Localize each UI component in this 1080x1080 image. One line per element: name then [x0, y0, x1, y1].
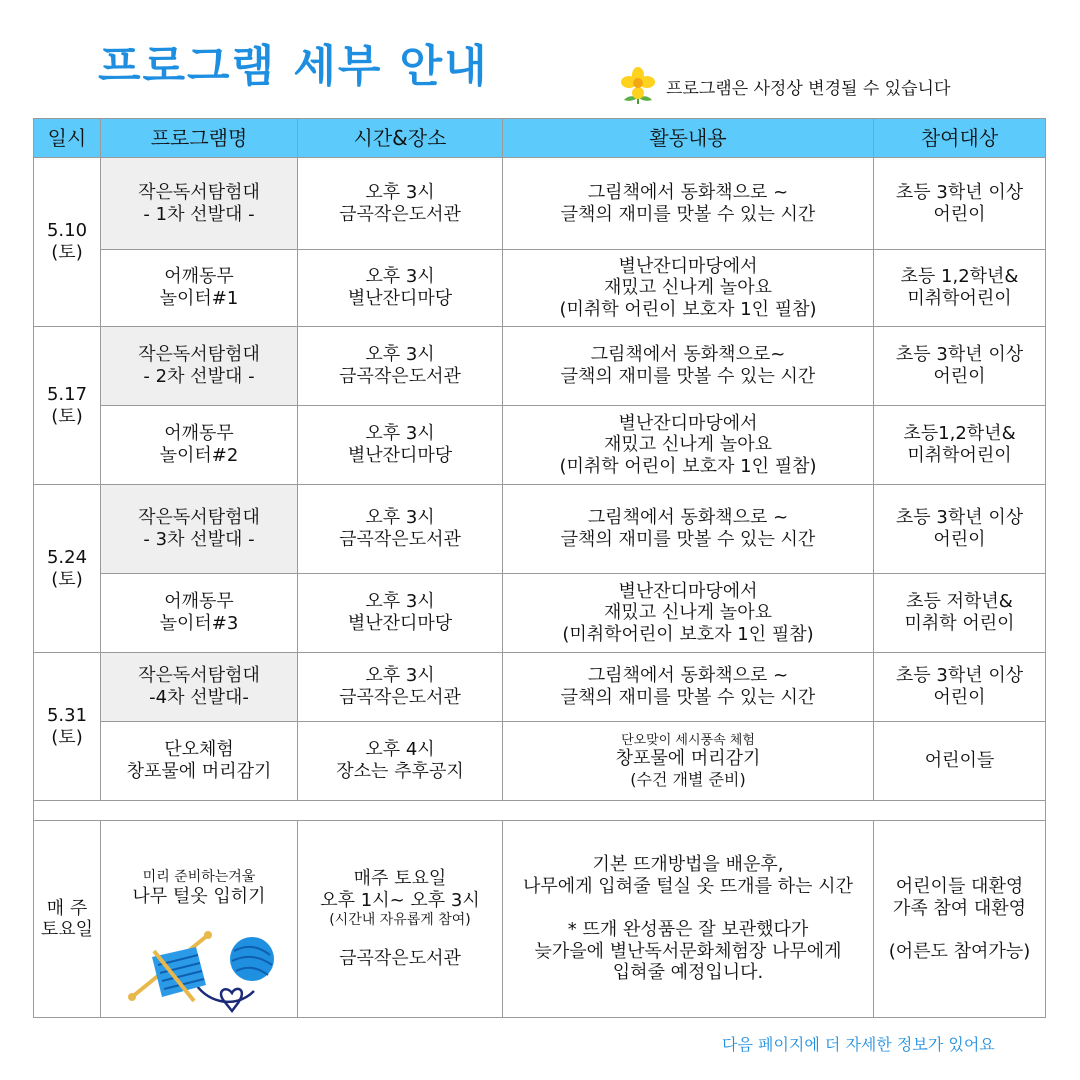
- rows.5.target-line: 미취학 어린이: [904, 613, 1015, 634]
- rows.6.name-line: -4차 선발대-: [149, 687, 249, 708]
- rows.7.target-line: 어린이들: [924, 750, 995, 772]
- activity-cell: [503, 722, 874, 801]
- rows.5.name-line: 어깨동무: [164, 591, 234, 613]
- table-row: [34, 485, 1046, 574]
- rows.2.target-line: 어린이: [933, 366, 986, 387]
- rows.7.time-line: 장소는 추후공지: [336, 761, 464, 782]
- knitting-yarn-icon: [124, 921, 274, 1017]
- date-cell: [34, 158, 101, 327]
- weekly.time-line: 매주 토요일: [353, 868, 447, 890]
- weekly-row: [34, 821, 1046, 1018]
- rows.1.activity-line: 별난잔디마당에서: [618, 255, 758, 277]
- footer-note: 다음 페이지에 더 자세한 정보가 있어요: [722, 1035, 995, 1054]
- rows.4.target-line: 초등 3학년 이상: [895, 507, 1024, 529]
- rows.6.time-line: 오후 3시: [365, 665, 435, 687]
- program-name-cell: [101, 406, 298, 485]
- rows.5.time-line: 별난잔디마당: [347, 613, 453, 634]
- activity-cell: [503, 327, 874, 406]
- activity-cell: [503, 158, 874, 250]
- rows.2.activity-line: 글책의 재미를 맛볼 수 있는 시간: [560, 366, 816, 387]
- rows.0.activity-line: 그림책에서 동화책으로 ~: [587, 181, 789, 203]
- rows.0.activity-line: 글책의 재미를 맛볼 수 있는 시간: [560, 203, 816, 225]
- table-row: [34, 327, 1046, 406]
- weekly-activity-line: 늦가을에 별난독서문화체험장 나무에게: [534, 940, 842, 962]
- weekly-program-cell: [101, 821, 298, 1018]
- rows.1.name-line: 놀이터#1: [159, 288, 239, 309]
- date-dow: (토): [51, 405, 83, 427]
- rows.0.target-line: 어린이: [933, 203, 986, 225]
- program-name-cell: [101, 250, 298, 327]
- time-place-cell: [298, 574, 503, 653]
- rows.5.activity-line: (미취학어린이 보호자 1인 필참): [562, 623, 814, 645]
- rows.3.time-line: 별난잔디마당: [347, 445, 453, 466]
- header-activity: 활동내용: [503, 119, 874, 158]
- rows.1.target-line: 미취학어린이: [907, 288, 1012, 309]
- activity-cell: [503, 574, 874, 653]
- weekly-date-cell: [34, 821, 101, 1018]
- weekly.date-line: 매 주: [46, 897, 88, 919]
- target-cell: [874, 722, 1046, 801]
- activity-cell: [503, 485, 874, 574]
- weekly-activity-line: * 뜨개 완성품은 잘 보관했다가: [567, 919, 809, 941]
- rows.0.time-line: 금곡작은도서관: [339, 203, 461, 225]
- rows.3.time-line: 오후 3시: [365, 423, 435, 445]
- weekly-name-small: 미리 준비하는겨울: [142, 869, 256, 885]
- header-program: 프로그램명: [101, 119, 298, 158]
- target-cell: [874, 406, 1046, 485]
- weekly.time-line: 오후 1시~ 오후 3시: [320, 890, 480, 911]
- table-row: [34, 250, 1046, 327]
- weekly.date-line: 토요일: [40, 919, 94, 941]
- rows.2.time-line: 오후 3시: [365, 344, 435, 366]
- weekly-time-note: (시간내 자유롭게 참여): [329, 911, 471, 928]
- rows.4.activity-line: 그림책에서 동화책으로 ~: [587, 507, 789, 529]
- rows.1.time-line: 별난잔디마당: [347, 288, 453, 309]
- time-place-cell: [298, 485, 503, 574]
- table-row: [34, 158, 1046, 250]
- rows.4.name-line: 작은독서탐험대: [138, 507, 260, 529]
- weekly-time-cell: [298, 821, 503, 1018]
- rows.3.name-line: 놀이터#2: [159, 445, 239, 466]
- rows.3.activity-line: 별난잔디마당에서: [618, 412, 758, 434]
- table-row: [34, 574, 1046, 653]
- program-name-cell: [101, 653, 298, 722]
- weekly-target-line: 어린이들 대환영: [895, 876, 1024, 897]
- weekly-target-cell: [874, 821, 1046, 1018]
- rows.0.name-line: 작은독서탐험대: [138, 181, 260, 203]
- target-cell: [874, 158, 1046, 250]
- rows.3.name-line: 어깨동무: [164, 423, 234, 445]
- schedule-table: [33, 118, 1046, 1018]
- table-row: [34, 653, 1046, 722]
- rows.1.activity-line: (미취학 어린이 보호자 1인 필참): [559, 298, 817, 320]
- program-name-cell: [101, 574, 298, 653]
- rows.7.activity-line: 창포물에 머리감기: [615, 748, 761, 770]
- program-name-cell: [101, 327, 298, 406]
- table-row: [34, 722, 1046, 801]
- rows.0.target-line: 초등 3학년 이상: [895, 181, 1024, 203]
- activity-cell: [503, 250, 874, 327]
- rows.1.activity-line: 재밌고 신나게 놀아요: [604, 277, 772, 299]
- rows.6.name-line: 작은독서탐험대: [138, 665, 260, 687]
- rows.3.activity-line: 재밌고 신나게 놀아요: [604, 434, 772, 456]
- rows.7.name-line: 창포물에 머리감기: [126, 761, 272, 782]
- date-cell: [34, 485, 101, 653]
- rows.6.target-line: 초등 3학년 이상: [895, 665, 1024, 687]
- date-cell: [34, 327, 101, 485]
- rows.2.name-line: - 2차 선발대 -: [143, 366, 255, 387]
- activity-cell: [503, 653, 874, 722]
- date-dow: (토): [51, 242, 83, 263]
- weekly-target-line: (어른도 참여가능): [888, 940, 1031, 962]
- date-day: 5.24: [46, 546, 88, 568]
- activity-note: (수건 개별 준비): [630, 770, 746, 789]
- time-place-cell: [298, 250, 503, 327]
- time-place-cell: [298, 327, 503, 406]
- table-row: [34, 406, 1046, 485]
- rows.5.activity-line: 재밌고 신나게 놀아요: [604, 602, 772, 624]
- notice-text: 프로그램은 사정상 변경될 수 있습니다: [666, 78, 951, 99]
- program-name-cell: [101, 158, 298, 250]
- rows.0.time-line: 오후 3시: [365, 181, 435, 203]
- time-place-cell: [298, 406, 503, 485]
- time-place-cell: [298, 158, 503, 250]
- spacer-row: [34, 801, 1046, 821]
- program-name-cell: [101, 722, 298, 801]
- rows.5.activity-line: 별난잔디마당에서: [618, 580, 758, 602]
- rows.4.target-line: 어린이: [933, 529, 986, 550]
- rows.4.time-line: 오후 3시: [365, 507, 435, 529]
- rows.2.time-line: 금곡작은도서관: [339, 366, 461, 387]
- rows.3.target-line: 초등1,2학년&: [903, 423, 1016, 445]
- rows.4.activity-line: 글책의 재미를 맛볼 수 있는 시간: [560, 529, 816, 550]
- date-dow: (토): [51, 726, 83, 748]
- time-place-cell: [298, 653, 503, 722]
- weekly-activity-line: [507, 898, 869, 920]
- rows.6.activity-line: 그림책에서 동화책으로 ~: [587, 665, 789, 687]
- weekly-target-line: 가족 참여 대환영: [892, 897, 1027, 919]
- activity-small: 단오맞이 세시풍속 체험: [621, 732, 755, 748]
- target-cell: [874, 250, 1046, 327]
- target-cell: [874, 485, 1046, 574]
- rows.2.activity-line: 그림책에서 동화책으로~: [590, 344, 786, 366]
- rows.4.time-line: 금곡작은도서관: [339, 529, 461, 550]
- rows.1.time-line: 오후 3시: [365, 266, 435, 288]
- weekly-name: 나무 털옷 입히기: [132, 885, 266, 907]
- rows.7.time-line: 오후 4시: [365, 739, 435, 761]
- date-cell: [34, 653, 101, 801]
- header-time-place: 시간&장소: [298, 119, 503, 158]
- date-dow: (토): [51, 568, 83, 590]
- weekly-activity-line: 기본 뜨개방법을 배운후,: [592, 854, 784, 876]
- target-cell: [874, 327, 1046, 406]
- rows.4.name-line: - 3차 선발대 -: [143, 529, 255, 550]
- rows.5.time-line: 오후 3시: [365, 591, 435, 613]
- program-name-cell: [101, 485, 298, 574]
- weekly-activity-line: 나무에게 입혀줄 털실 옷 뜨개를 하는 시간: [523, 876, 853, 897]
- rows.5.target-line: 초등 저학년&: [906, 591, 1013, 613]
- rows.7.name-line: 단오체험: [164, 739, 234, 761]
- page-title: 프로그램 세부 안내: [98, 41, 489, 92]
- rows.0.name-line: - 1차 선발대 -: [143, 203, 255, 225]
- target-cell: [874, 653, 1046, 722]
- rows.6.activity-line: 글책의 재미를 맛볼 수 있는 시간: [560, 687, 816, 708]
- spacer-cell: [34, 801, 1046, 821]
- flower-icon: [618, 66, 658, 106]
- change-notice: [618, 66, 950, 106]
- date-day: 5.31: [46, 704, 88, 726]
- rows.5.name-line: 놀이터#3: [159, 613, 239, 634]
- header-date: 일시: [34, 119, 101, 158]
- rows.1.target-line: 초등 1,2학년&: [900, 266, 1019, 288]
- rows.6.target-line: 어린이: [933, 687, 986, 708]
- rows.2.name-line: 작은독서탐험대: [138, 344, 260, 366]
- rows.3.activity-line: (미취학 어린이 보호자 1인 필참): [559, 455, 817, 477]
- weekly-activity-cell: [503, 821, 874, 1018]
- time-place-cell: [298, 722, 503, 801]
- date-day: 5.10: [46, 220, 88, 242]
- weekly-activity-line: 입혀줄 예정입니다.: [612, 962, 764, 984]
- weekly-place: 금곡작은도서관: [339, 948, 461, 970]
- rows.6.time-line: 금곡작은도서관: [339, 687, 461, 708]
- header-row: [34, 119, 1046, 158]
- header-target: 참여대상: [874, 119, 1046, 158]
- rows.2.target-line: 초등 3학년 이상: [895, 344, 1024, 366]
- target-cell: [874, 574, 1046, 653]
- activity-cell: [503, 406, 874, 485]
- rows.3.target-line: 미취학어린이: [907, 445, 1012, 466]
- rows.1.name-line: 어깨동무: [164, 266, 234, 288]
- date-day: 5.17: [46, 383, 88, 405]
- weekly-target-line: [878, 919, 1041, 941]
